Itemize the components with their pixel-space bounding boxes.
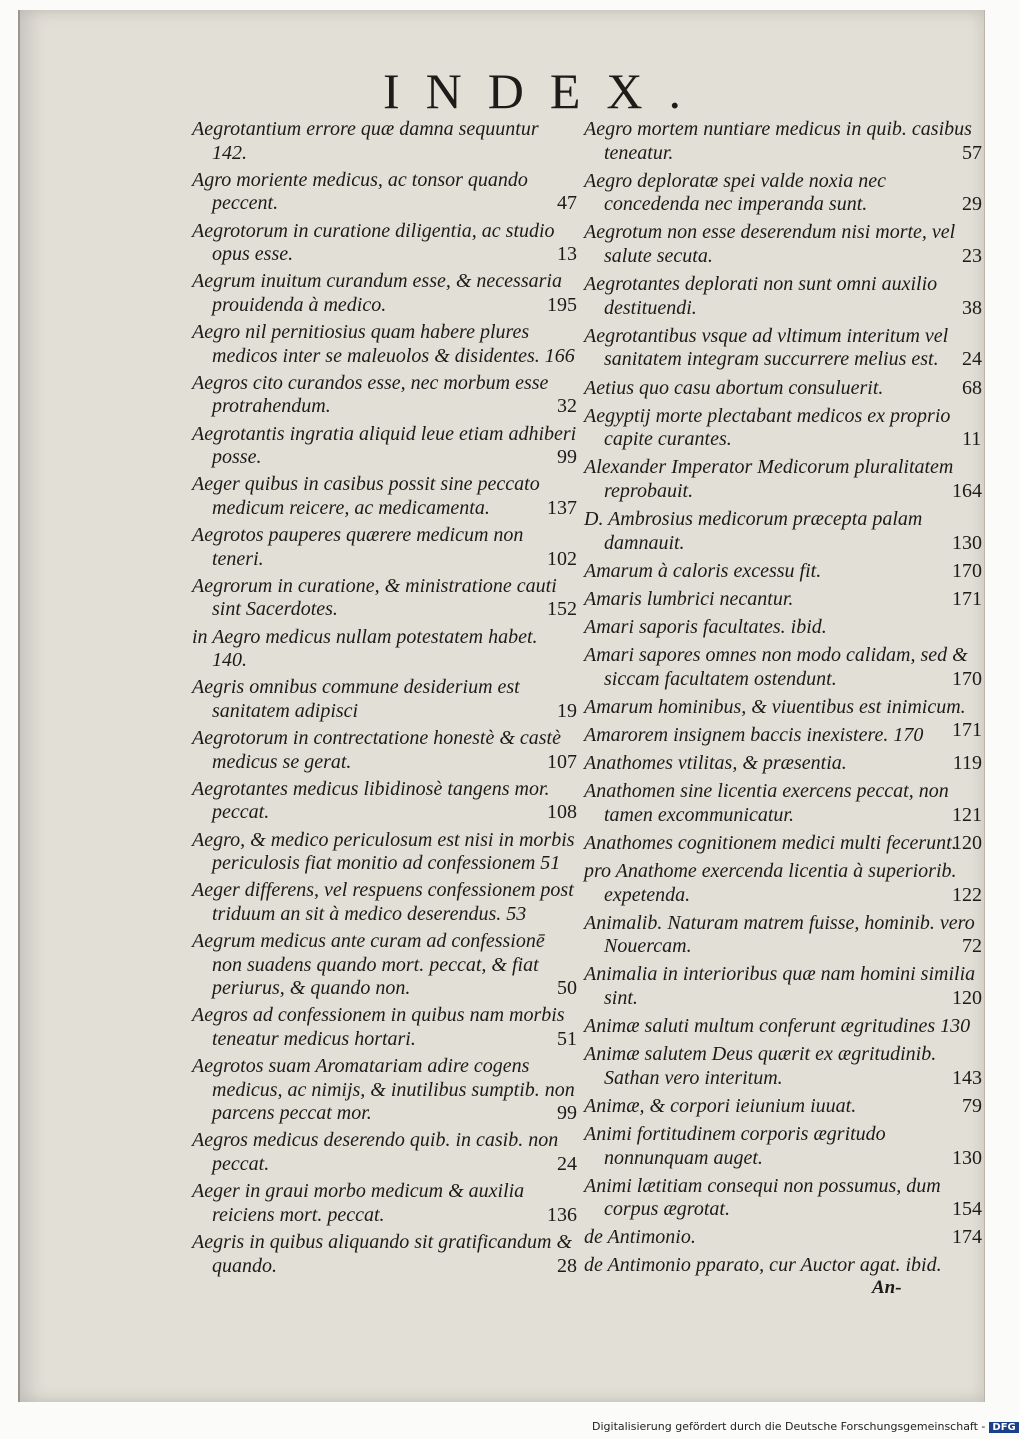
- index-entry: [584, 405, 982, 452]
- index-entry-page: 108: [547, 801, 577, 824]
- index-entry: [584, 456, 982, 503]
- index-entry-text: Aegrorum in curatione, & ministratione cauti sint Sacerdotes.: [192, 574, 557, 621]
- index-entry-page: 130: [952, 1146, 982, 1169]
- index-entry-page: 51: [557, 1027, 577, 1050]
- index-entry-page: 195: [547, 293, 577, 316]
- catchword: An-: [872, 1277, 902, 1298]
- index-entry-text: Aegris omnibus commune desiderium est sanitatem adipisci: [192, 676, 520, 722]
- index-entry-page: 72: [962, 935, 982, 958]
- index-entry: [584, 752, 982, 776]
- index-entry: [192, 473, 577, 520]
- index-entry-page: 164: [952, 479, 982, 502]
- index-entry-text: Aeger quibus in casibus possit sine peccato medicum reicere, ac medicamenta.: [192, 473, 540, 519]
- index-entry-page: 99: [557, 446, 577, 469]
- index-entry-text: Amari sapores omnes non modo calidam, sed & siccam facultatem ostendunt.: [584, 644, 968, 690]
- index-entry: [192, 118, 577, 165]
- index-entry: [192, 575, 577, 622]
- index-entry-page: 79: [962, 1094, 982, 1117]
- page-title: INDEX.: [382, 63, 708, 119]
- index-entry-text: Animæ, & corpori ieiunium iuuat.: [584, 1094, 857, 1117]
- index-entry-page: 11: [962, 428, 982, 451]
- index-entry-text: Aegrotum non esse deserendum nisi morte, vel salute secuta.: [584, 221, 956, 267]
- index-entry: [192, 1004, 577, 1051]
- index-entry-text: Alexander Imperator Medicorum pluralitatem reprobauit.: [584, 456, 954, 502]
- index-entry-page: 170: [952, 667, 982, 690]
- index-entry-page: 57: [962, 141, 982, 164]
- index-entry: [584, 118, 982, 165]
- index-entry: [584, 1095, 982, 1119]
- digitization-footer: [592, 1420, 1019, 1433]
- index-entry-text: Aegrotantis ingratia aliquid leue etiam adhiberi posse.: [192, 422, 577, 469]
- index-entry-text: Aegro, & medico periculosum est nisi in morbis periculosis fiat monitio ad confessionem 51: [192, 828, 575, 875]
- index-entry: [584, 273, 982, 320]
- index-entry-page: 38: [962, 296, 982, 319]
- footer-text: Digitalisierung gefördert durch die Deutsche Forschungsgemeinschaft -: [592, 1420, 986, 1433]
- index-entry-page: 29: [962, 193, 982, 216]
- index-entry-page: 119: [952, 751, 982, 774]
- index-entry: [584, 1175, 982, 1222]
- index-entry-page: 102: [547, 547, 577, 570]
- index-entry-page: 152: [547, 598, 577, 621]
- index-entry: [192, 778, 577, 825]
- index-entry-text: Animi lætitiam consequi non possumus, dum corpus ægrotat.: [584, 1174, 941, 1221]
- index-entry-page: 120: [952, 831, 982, 854]
- index-entry: [192, 524, 577, 571]
- dfg-logo: DFG: [989, 1422, 1018, 1433]
- index-entry-text: Aegro nil pernitiosius quam habere plures medicos inter se maleuolos & disidentes. 166: [192, 321, 575, 367]
- index-entry-page: 121: [952, 803, 982, 826]
- index-entry: [584, 325, 982, 372]
- index-entry: [192, 270, 577, 317]
- index-entry: [584, 1254, 982, 1278]
- index-entry-text: Aegros cito curandos esse, nec morbum esse protrahendum.: [192, 371, 549, 418]
- index-entry-page: 24: [962, 348, 982, 371]
- index-entry: [192, 372, 577, 419]
- index-entry-text: Anathomes cognitionem medici multi fecerunt.: [584, 831, 957, 854]
- index-entry-page: 122: [952, 883, 982, 906]
- index-entry-text: Amarorem insignem baccis inexistere. 170: [584, 723, 924, 746]
- index-entry-text: Aegrotantibus vsque ad vltimum interitum vel sanitatem integram succurrere melius est.: [584, 324, 949, 371]
- index-entry: [192, 169, 577, 216]
- index-entry-page: 24: [557, 1153, 577, 1176]
- index-entry-page: 50: [557, 977, 577, 1000]
- index-entry-page: 136: [547, 1203, 577, 1226]
- index-entry-page: 174: [952, 1226, 982, 1249]
- index-entry: [192, 1180, 577, 1227]
- index-entry-text: Animalib. Naturam matrem fuisse, hominib. vero Nouercam.: [584, 911, 975, 958]
- index-entry: [192, 626, 577, 673]
- index-entry-page: 143: [952, 1066, 982, 1089]
- index-entry: [584, 1015, 982, 1039]
- index-entry: [192, 930, 577, 1001]
- index-entry: [584, 221, 982, 268]
- index-entry: [192, 676, 577, 723]
- index-entry-text: de Antimonio.: [584, 1226, 696, 1249]
- index-entry-text: Aetius quo casu abortum consuluerit.: [584, 376, 884, 399]
- index-entry-page: 154: [952, 1198, 982, 1221]
- index-entry-text: Aegrotantes deplorati non sunt omni auxilio destituendi.: [584, 273, 938, 319]
- index-entry-text: Amari saporis facultates. ibid.: [584, 615, 827, 638]
- index-entry-page: 130: [952, 531, 982, 554]
- index-entry-text: Aegrotantes medicus libidinosè tangens mor. peccat.: [192, 777, 550, 824]
- index-entry-page: 19: [557, 699, 577, 722]
- index-entry: [584, 508, 982, 555]
- index-entry: [584, 1226, 982, 1250]
- index-entry-text: Aegros medicus deserendo quib. in casib. non peccat.: [192, 1129, 559, 1176]
- index-entry-text: Animi fortitudinem corporis ægritudo nonnunquam auget.: [584, 1122, 886, 1169]
- index-entry-text: Aegrotos pauperes quærere medicum non teneri.: [192, 524, 524, 570]
- index-entry-page: 32: [557, 395, 577, 418]
- index-entry-text: Amaris lumbrici necantur.: [584, 587, 794, 610]
- index-entry: [192, 879, 577, 926]
- index-entry-text: Anathomes vtilitas, & præsentia.: [584, 751, 847, 774]
- index-entry: [584, 170, 982, 217]
- index-entry: [192, 1055, 577, 1126]
- index-entry-text: Aegris in quibus aliquando sit gratificandum & quando.: [192, 1230, 573, 1277]
- index-column-right: [584, 118, 982, 1278]
- index-entry-text: Aeger in graui morbo medicum & auxilia reiciens mort. peccat.: [192, 1180, 525, 1226]
- index-entry: [192, 727, 577, 774]
- index-entry-text: Animæ saluti multum conferunt ægritudines 130: [584, 1015, 971, 1038]
- index-entry-page: 47: [557, 192, 577, 215]
- index-entry-page: 137: [547, 496, 577, 519]
- index-entry-text: Aegros ad confessionem in quibus nam morbis teneatur medicus hortari.: [192, 1004, 565, 1050]
- index-entry-text: Aegrotorum in curatione diligentia, ac studio opus esse.: [192, 219, 555, 266]
- index-entry-text: Aegrotos suam Aromatariam adire cogens medicus, ac nimijs, & inutilibus sumptib. non parcens peccat mor.: [192, 1055, 575, 1125]
- index-entry-page: 107: [547, 750, 577, 773]
- index-entry: [192, 321, 577, 368]
- index-entry: [584, 588, 982, 612]
- index-entry-text: Animalia in interioribus quæ nam homini similia sint.: [584, 963, 976, 1009]
- index-entry-page: 23: [962, 245, 982, 267]
- index-entry-page: 28: [557, 1254, 577, 1277]
- index-entry: [584, 1123, 982, 1170]
- index-entry: [584, 616, 982, 640]
- index-entry: [584, 780, 982, 827]
- index-entry: [192, 220, 577, 267]
- index-column-left: [192, 118, 577, 1278]
- index-entry: [584, 832, 982, 856]
- index-entry: [584, 963, 982, 1010]
- index-entry-page: 171: [952, 719, 982, 742]
- index-entry-text: Aegro mortem nuntiare medicus in quib. casibus teneatur.: [584, 118, 972, 164]
- index-entry-page: 99: [557, 1102, 577, 1125]
- index-entry: [584, 860, 982, 907]
- index-entry-text: D. Ambrosius medicorum præcepta palam damnauit.: [584, 508, 923, 554]
- index-entry-text: Aegrotorum in contrectatione honestè & castè medicus se gerat.: [192, 727, 561, 773]
- index-entry: [584, 644, 982, 691]
- index-entry-text: Aegyptij morte plectabant medicos ex proprio capite curantes.: [584, 404, 951, 451]
- index-entry-page: 120: [952, 986, 982, 1009]
- index-entry: [584, 377, 982, 401]
- index-entry-text: Amarum à caloris excessu fit.: [584, 559, 822, 582]
- index-entry-text: Aegrum medicus ante curam ad confessionē non suadens quando mort. peccat, & fiat periurus, & quando non.: [192, 930, 545, 1000]
- index-entry-text: de Antimonio pparato, cur Auctor agat. ibid.: [584, 1254, 942, 1277]
- index-entry: [192, 829, 577, 876]
- index-entry-text: Aeger differens, vel respuens confessionem post triduum an sit à medico deserendus. 53: [192, 879, 574, 925]
- index-entry: [192, 423, 577, 470]
- index-entry-page: 68: [962, 376, 982, 399]
- index-entry-text: pro Anathome exercenda licentia à superiorib. expetenda.: [584, 859, 957, 906]
- index-entry-text: Animæ salutem Deus quærit ex ægritudinib. Sathan vero interitum.: [584, 1043, 937, 1089]
- index-entry: [192, 1129, 577, 1176]
- index-entry-page: 170: [952, 559, 982, 582]
- index-entry-page: 171: [952, 587, 982, 610]
- index-entry: [192, 1231, 577, 1278]
- index-entry: [584, 724, 982, 748]
- index-entry-text: Aegrotantium errore quæ damna sequuntur 142.: [192, 118, 539, 164]
- index-entry-page: 13: [557, 243, 577, 266]
- index-entry-text: Agro moriente medicus, ac tonsor quando peccent.: [192, 168, 528, 215]
- index-entry-text: Anathomen sine licentia exercens peccat, non tamen excommunicatur.: [584, 780, 949, 826]
- index-entry-text: Aegro deploratæ spei valde noxia nec concedenda nec imperanda sunt.: [584, 169, 886, 216]
- index-entry: [584, 560, 982, 584]
- index-entry-text: in Aegro medicus nullam potestatem habet. 140.: [192, 625, 538, 672]
- index-entry-text: Amarum hominibus, & viuentibus est inimicum.: [584, 695, 966, 718]
- index-entry-text: Aegrum inuitum curandum esse, & necessaria prouidenda à medico.: [192, 270, 562, 316]
- index-entry: [584, 912, 982, 959]
- index-entry: [584, 1043, 982, 1090]
